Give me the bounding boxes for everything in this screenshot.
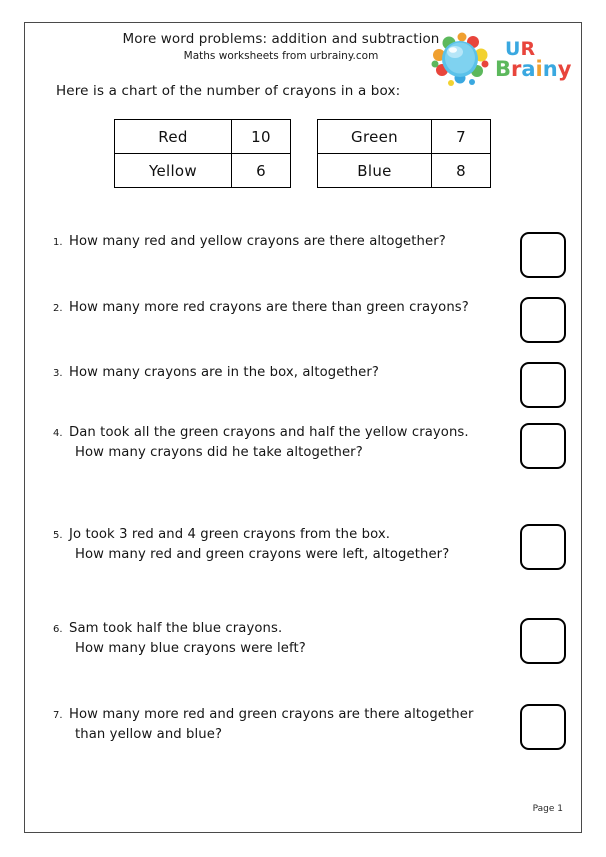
crayon-count-value: 10 [232,120,291,154]
crayon-count-value: 8 [432,154,491,188]
answer-box[interactable] [520,524,566,570]
question-line: How many crayons did he take altogether? [75,445,363,460]
question-line: How many more red and green crayons are there altogether [69,707,474,722]
question-text [69,423,483,463]
page-number: Page 1 [532,804,563,814]
intro-text: Here is a chart of the number of crayons in a box: [56,83,401,99]
logo-word-ur: UR [505,38,536,60]
crayon-count-value: 7 [432,120,491,154]
question-line: How many blue crayons were left? [75,641,306,656]
question-line: Dan took all the green crayons and half the yellow crayons. [69,425,469,440]
question-text [69,363,483,383]
question-text [69,525,483,565]
question-line: Jo took 3 red and 4 green crayons from the box. [69,527,391,542]
question-text [69,619,483,659]
question-number: 6. [53,624,63,635]
page-subtitle: Maths worksheets from urbrainy.com [183,50,379,62]
question-line: Sam took half the blue crayons. [69,621,283,636]
question-number: 2. [53,303,63,314]
answer-box[interactable] [520,232,566,278]
question-body [53,232,483,252]
question-body [53,619,483,659]
question-number: 1. [53,237,63,248]
question-line: How many red and yellow crayons are there altogether? [69,234,446,249]
answer-box[interactable] [520,362,566,408]
question-body [53,298,483,318]
question-body [53,423,483,463]
question-line: than yellow and blue? [75,727,223,742]
question-line: How many more red crayons are there than green crayons? [69,300,469,315]
question-number: 4. [53,428,63,439]
crayon-colour-label: Blue [318,154,432,188]
question-body [53,525,483,565]
logo-word-brainy: Brainy [495,57,572,81]
answer-box[interactable] [520,618,566,664]
crayon-count-value: 6 [232,154,291,188]
answer-box[interactable] [520,297,566,343]
question-text [69,705,483,745]
question-text [69,232,483,252]
answer-box[interactable] [520,423,566,469]
question-body [53,363,483,383]
answer-box[interactable] [520,704,566,750]
page-title: More word problems: addition and subtraction [122,31,440,47]
question-body [53,705,483,745]
crayon-colour-label: Red [115,120,232,154]
crayon-colour-label: Yellow [115,154,232,188]
question-line: How many red and green crayons were left, altogether? [75,547,450,562]
question-text [69,298,483,318]
crayon-colour-label: Green [318,120,432,154]
question-number: 3. [53,368,63,379]
question-number: 5. [53,530,63,541]
question-line: How many crayons are in the box, altogether? [69,365,380,380]
question-list [25,23,581,832]
question-number: 7. [53,710,63,721]
worksheet-page [24,22,582,833]
